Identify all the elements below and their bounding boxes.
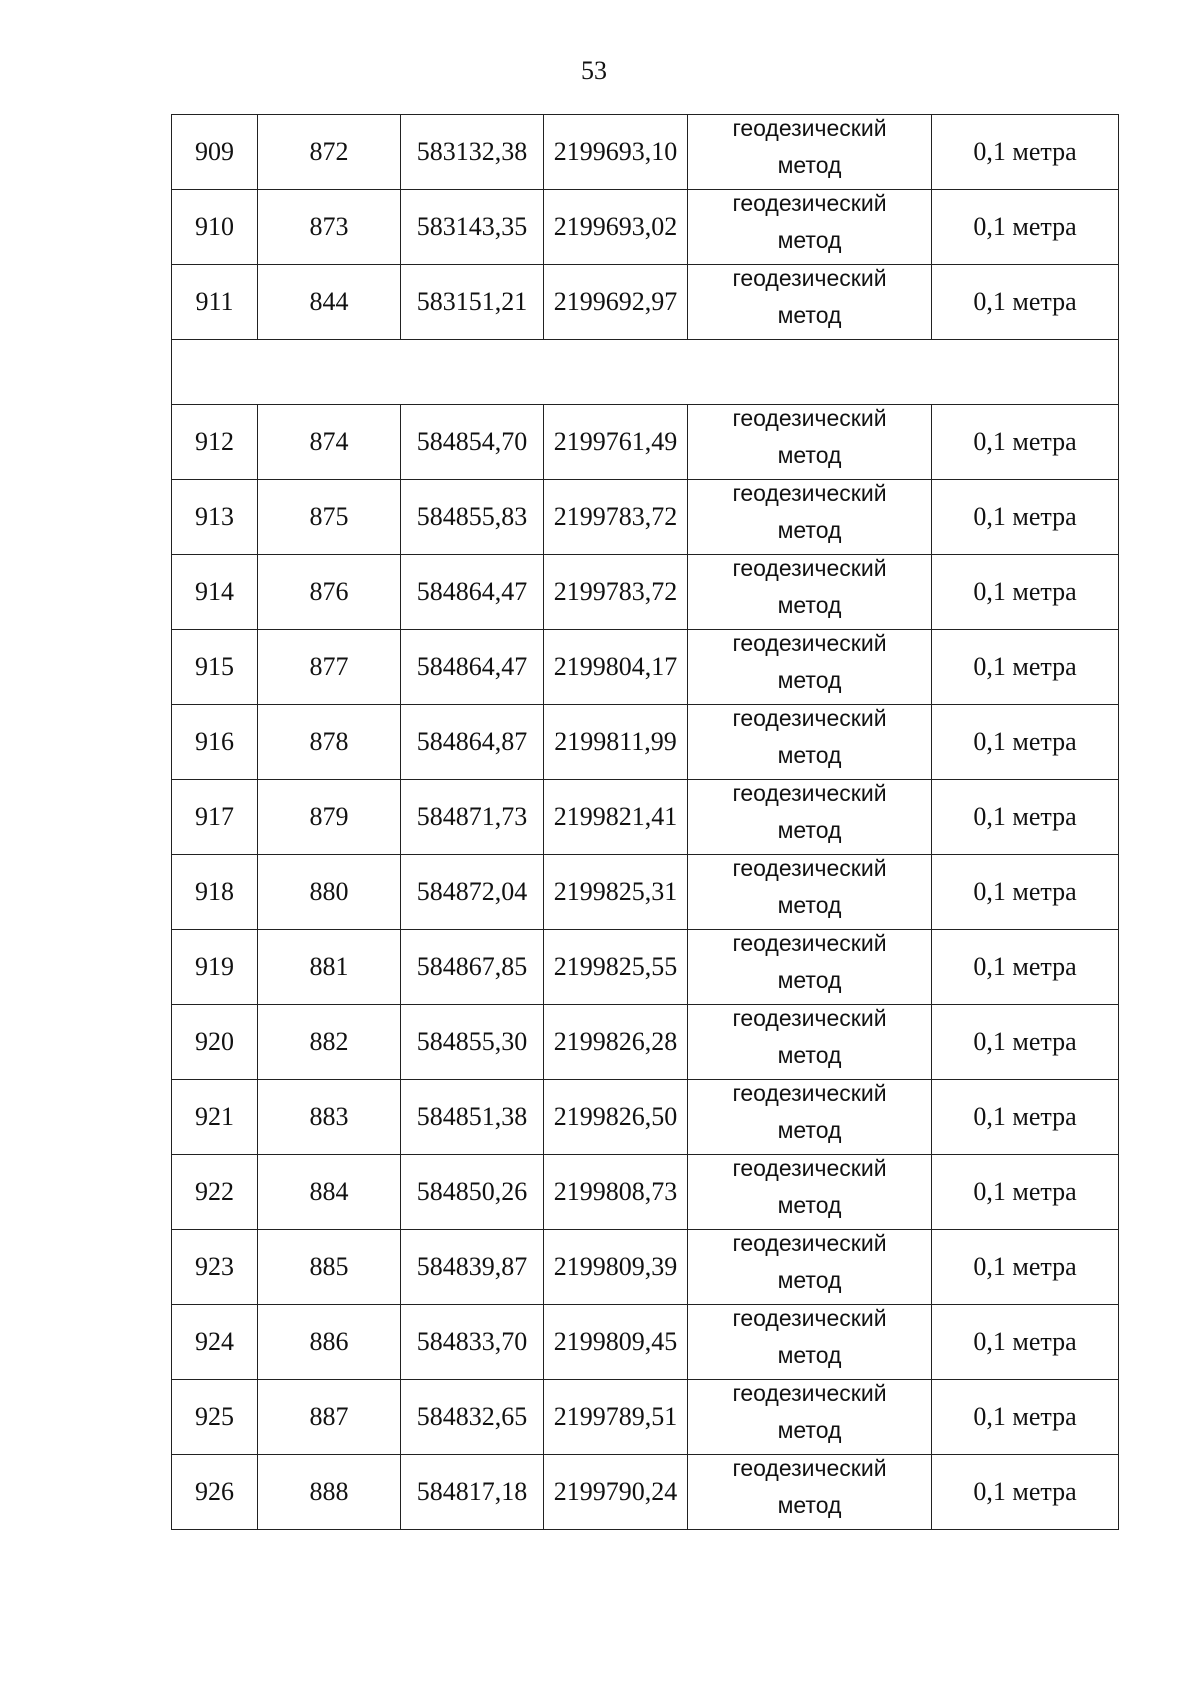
- method-line-2: метод: [777, 227, 842, 253]
- method-text: [688, 1225, 931, 1299]
- row-number-cell: 921: [172, 1080, 258, 1155]
- y-coordinate-cell: 2199826,28: [544, 1005, 688, 1080]
- row-number-cell: 926: [172, 1455, 258, 1530]
- method-line-1: геодезический: [732, 480, 887, 506]
- accuracy-cell: 0,1 метра: [932, 405, 1119, 480]
- x-coordinate-cell: 584850,26: [401, 1155, 544, 1230]
- method-line-1: геодезический: [732, 1230, 887, 1256]
- method-text: [688, 625, 931, 699]
- method-cell: [688, 1305, 932, 1380]
- x-coordinate-cell: 584864,47: [401, 630, 544, 705]
- row-number-cell: 919: [172, 930, 258, 1005]
- y-coordinate-cell: 2199783,72: [544, 480, 688, 555]
- accuracy-cell: 0,1 метра: [932, 1005, 1119, 1080]
- method-line-1: геодезический: [732, 1080, 887, 1106]
- method-line-1: геодезический: [732, 630, 887, 656]
- point-number-cell: 882: [258, 1005, 401, 1080]
- accuracy-cell: 0,1 метра: [932, 930, 1119, 1005]
- accuracy-cell: 0,1 метра: [932, 1230, 1119, 1305]
- page-number: 53: [581, 56, 607, 85]
- method-text: [688, 260, 931, 334]
- x-coordinate-cell: 584851,38: [401, 1080, 544, 1155]
- row-number-cell: 920: [172, 1005, 258, 1080]
- method-cell: [688, 1230, 932, 1305]
- method-line-2: метод: [777, 302, 842, 328]
- method-line-2: метод: [777, 1192, 842, 1218]
- point-number-cell: 888: [258, 1455, 401, 1530]
- method-text: [688, 700, 931, 774]
- method-text: [688, 1000, 931, 1074]
- method-cell: [688, 265, 932, 340]
- coordinates-table-body: [172, 115, 1119, 1530]
- accuracy-cell: 0,1 метра: [932, 480, 1119, 555]
- method-line-2: метод: [777, 1267, 842, 1293]
- method-line-1: геодезический: [732, 1455, 887, 1481]
- empty-separator-cell: [172, 340, 1119, 405]
- empty-separator-row: [172, 340, 1119, 405]
- accuracy-cell: 0,1 метра: [932, 1155, 1119, 1230]
- y-coordinate-cell: 2199789,51: [544, 1380, 688, 1455]
- method-line-1: геодезический: [732, 930, 887, 956]
- row-number-cell: 917: [172, 780, 258, 855]
- y-coordinate-cell: 2199693,02: [544, 190, 688, 265]
- x-coordinate-cell: 583151,21: [401, 265, 544, 340]
- table-row: [172, 780, 1119, 855]
- table-row: [172, 1455, 1119, 1530]
- method-line-2: метод: [777, 1342, 842, 1368]
- method-text: [688, 550, 931, 624]
- y-coordinate-cell: 2199804,17: [544, 630, 688, 705]
- method-line-2: метод: [777, 442, 842, 468]
- point-number-cell: 875: [258, 480, 401, 555]
- point-number-cell: 886: [258, 1305, 401, 1380]
- method-line-2: метод: [777, 152, 842, 178]
- method-cell: [688, 1455, 932, 1530]
- row-number-cell: 913: [172, 480, 258, 555]
- point-number-cell: 884: [258, 1155, 401, 1230]
- method-cell: [688, 1155, 932, 1230]
- point-number-cell: 876: [258, 555, 401, 630]
- x-coordinate-cell: 584817,18: [401, 1455, 544, 1530]
- x-coordinate-cell: 584839,87: [401, 1230, 544, 1305]
- row-number-cell: 916: [172, 705, 258, 780]
- point-number-cell: 880: [258, 855, 401, 930]
- method-cell: [688, 1380, 932, 1455]
- point-number-cell: 883: [258, 1080, 401, 1155]
- accuracy-cell: 0,1 метра: [932, 115, 1119, 190]
- table-row: [172, 1380, 1119, 1455]
- point-number-cell: 844: [258, 265, 401, 340]
- x-coordinate-cell: 584867,85: [401, 930, 544, 1005]
- method-line-2: метод: [777, 592, 842, 618]
- x-coordinate-cell: 583143,35: [401, 190, 544, 265]
- row-number-cell: 922: [172, 1155, 258, 1230]
- table-row: [172, 480, 1119, 555]
- method-cell: [688, 930, 932, 1005]
- method-cell: [688, 630, 932, 705]
- accuracy-cell: 0,1 метра: [932, 555, 1119, 630]
- method-line-1: геодезический: [732, 705, 887, 731]
- row-number-cell: 918: [172, 855, 258, 930]
- method-line-2: метод: [777, 892, 842, 918]
- table-row: [172, 1005, 1119, 1080]
- method-text: [688, 400, 931, 474]
- coordinates-table: [171, 114, 1119, 1530]
- table-row: [172, 630, 1119, 705]
- method-text: [688, 110, 931, 184]
- row-number-cell: 910: [172, 190, 258, 265]
- row-number-cell: 915: [172, 630, 258, 705]
- method-line-2: метод: [777, 742, 842, 768]
- method-line-2: метод: [777, 1492, 842, 1518]
- accuracy-cell: 0,1 метра: [932, 855, 1119, 930]
- table-row: [172, 705, 1119, 780]
- y-coordinate-cell: 2199821,41: [544, 780, 688, 855]
- method-line-1: геодезический: [732, 405, 887, 431]
- point-number-cell: 877: [258, 630, 401, 705]
- method-line-2: метод: [777, 1117, 842, 1143]
- table-row: [172, 1305, 1119, 1380]
- method-text: [688, 185, 931, 259]
- y-coordinate-cell: 2199809,39: [544, 1230, 688, 1305]
- method-text: [688, 850, 931, 924]
- method-line-2: метод: [777, 517, 842, 543]
- method-cell: [688, 555, 932, 630]
- method-line-2: метод: [777, 817, 842, 843]
- point-number-cell: 879: [258, 780, 401, 855]
- x-coordinate-cell: 584855,30: [401, 1005, 544, 1080]
- method-text: [688, 1375, 931, 1449]
- y-coordinate-cell: 2199825,31: [544, 855, 688, 930]
- x-coordinate-cell: 584864,87: [401, 705, 544, 780]
- method-cell: [688, 480, 932, 555]
- table-row: [172, 1230, 1119, 1305]
- method-line-1: геодезический: [732, 855, 887, 881]
- method-line-2: метод: [777, 1417, 842, 1443]
- row-number-cell: 912: [172, 405, 258, 480]
- accuracy-cell: 0,1 метра: [932, 1455, 1119, 1530]
- row-number-cell: 911: [172, 265, 258, 340]
- method-cell: [688, 1005, 932, 1080]
- point-number-cell: 872: [258, 115, 401, 190]
- point-number-cell: 881: [258, 930, 401, 1005]
- x-coordinate-cell: 584832,65: [401, 1380, 544, 1455]
- y-coordinate-cell: 2199808,73: [544, 1155, 688, 1230]
- method-line-1: геодезический: [732, 190, 887, 216]
- y-coordinate-cell: 2199761,49: [544, 405, 688, 480]
- method-cell: [688, 705, 932, 780]
- table-row: [172, 115, 1119, 190]
- row-number-cell: 925: [172, 1380, 258, 1455]
- table-row: [172, 930, 1119, 1005]
- y-coordinate-cell: 2199825,55: [544, 930, 688, 1005]
- x-coordinate-cell: 584864,47: [401, 555, 544, 630]
- y-coordinate-cell: 2199693,10: [544, 115, 688, 190]
- method-text: [688, 1075, 931, 1149]
- method-line-2: метод: [777, 1042, 842, 1068]
- method-text: [688, 1150, 931, 1224]
- method-text: [688, 475, 931, 549]
- method-line-1: геодезический: [732, 265, 887, 291]
- method-text: [688, 925, 931, 999]
- x-coordinate-cell: 584855,83: [401, 480, 544, 555]
- point-number-cell: 885: [258, 1230, 401, 1305]
- table-row: [172, 1080, 1119, 1155]
- method-cell: [688, 405, 932, 480]
- table-row: [172, 405, 1119, 480]
- y-coordinate-cell: 2199811,99: [544, 705, 688, 780]
- table-row: [172, 855, 1119, 930]
- method-line-2: метод: [777, 967, 842, 993]
- row-number-cell: 924: [172, 1305, 258, 1380]
- method-text: [688, 1300, 931, 1374]
- method-line-1: геодезический: [732, 780, 887, 806]
- accuracy-cell: 0,1 метра: [932, 705, 1119, 780]
- y-coordinate-cell: 2199790,24: [544, 1455, 688, 1530]
- table-row: [172, 555, 1119, 630]
- table-row: [172, 190, 1119, 265]
- accuracy-cell: 0,1 метра: [932, 190, 1119, 265]
- row-number-cell: 914: [172, 555, 258, 630]
- x-coordinate-cell: 584854,70: [401, 405, 544, 480]
- point-number-cell: 878: [258, 705, 401, 780]
- method-cell: [688, 855, 932, 930]
- accuracy-cell: 0,1 метра: [932, 1305, 1119, 1380]
- method-cell: [688, 115, 932, 190]
- table-row: [172, 265, 1119, 340]
- method-line-1: геодезический: [732, 1005, 887, 1031]
- method-line-1: геодезический: [732, 555, 887, 581]
- point-number-cell: 874: [258, 405, 401, 480]
- table-row: [172, 1155, 1119, 1230]
- method-line-1: геодезический: [732, 1305, 887, 1331]
- method-text: [688, 775, 931, 849]
- method-line-2: метод: [777, 667, 842, 693]
- x-coordinate-cell: 583132,38: [401, 115, 544, 190]
- accuracy-cell: 0,1 метра: [932, 630, 1119, 705]
- method-cell: [688, 190, 932, 265]
- accuracy-cell: 0,1 метра: [932, 780, 1119, 855]
- method-cell: [688, 1080, 932, 1155]
- point-number-cell: 887: [258, 1380, 401, 1455]
- x-coordinate-cell: 584871,73: [401, 780, 544, 855]
- y-coordinate-cell: 2199692,97: [544, 265, 688, 340]
- y-coordinate-cell: 2199783,72: [544, 555, 688, 630]
- y-coordinate-cell: 2199826,50: [544, 1080, 688, 1155]
- method-cell: [688, 780, 932, 855]
- point-number-cell: 873: [258, 190, 401, 265]
- row-number-cell: 909: [172, 115, 258, 190]
- x-coordinate-cell: 584833,70: [401, 1305, 544, 1380]
- accuracy-cell: 0,1 метра: [932, 265, 1119, 340]
- y-coordinate-cell: 2199809,45: [544, 1305, 688, 1380]
- method-line-1: геодезический: [732, 1155, 887, 1181]
- row-number-cell: 923: [172, 1230, 258, 1305]
- x-coordinate-cell: 584872,04: [401, 855, 544, 930]
- method-text: [688, 1450, 931, 1524]
- method-line-1: геодезический: [732, 115, 887, 141]
- accuracy-cell: 0,1 метра: [932, 1080, 1119, 1155]
- method-line-1: геодезический: [732, 1380, 887, 1406]
- accuracy-cell: 0,1 метра: [932, 1380, 1119, 1455]
